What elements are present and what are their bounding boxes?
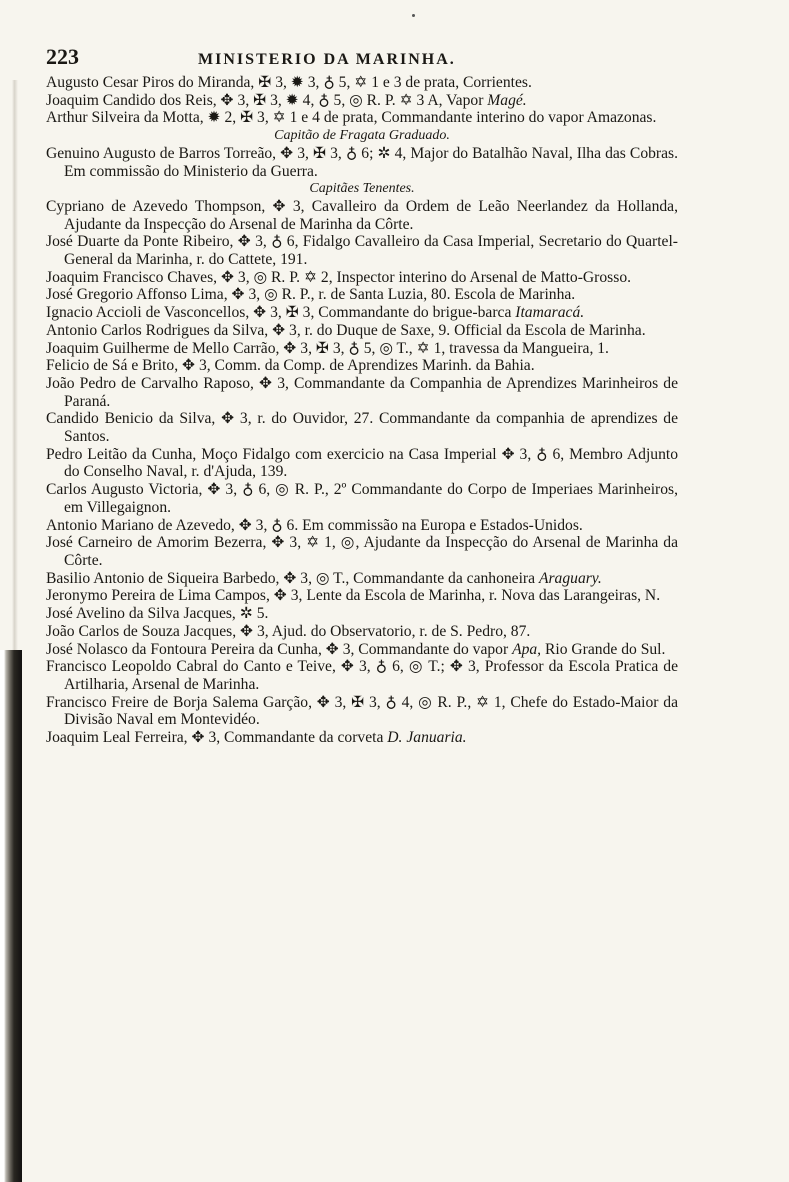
officer-entry: [46, 233, 678, 268]
officer-entry: [46, 269, 678, 287]
officer-entry: [46, 534, 678, 569]
entry-text: Antonio Mariano de Azevedo, ✥ 3, ♁ 6. Em commissão na Europa e Estados-Unidos.: [46, 516, 583, 534]
entry-text: Francisco Leopoldo Cabral do Canto e Teive, ✥ 3, ♁ 6, ◎ T.; ✥ 3, Professor da Escola Pratica de Artilharia, Arsenal de Marinha.: [46, 658, 678, 693]
officer-entry: [46, 623, 678, 641]
entry-tail-text: Rio Grande do Sul.: [541, 640, 666, 658]
page-gutter-shadow: [12, 80, 18, 650]
entry-text: João Pedro de Carvalho Raposo, ✥ 3, Commandante da Companhia de Aprendizes Marinheiros de Paraná.: [46, 374, 678, 410]
entry-text: Genuino Augusto de Barros Torreão, ✥ 3, ✠ 3, ♁ 6; ✲ 4, Major do Batalhão Naval, Ilha das Cobras. Em commissão do Ministerio da Guerra.: [46, 144, 678, 180]
entry-text: José Carneiro de Amorim Bezerra, ✥ 3, ✡ 1, ◎, Ajudante da Inspecção do Arsenal de Marinha da Côrte.: [46, 534, 678, 569]
officer-entry: [46, 145, 678, 180]
officer-entry: [46, 304, 678, 322]
officer-entry: [46, 641, 678, 659]
entry-text: Pedro Leitão da Cunha, Moço Fidalgo com exercicio na Casa Imperial ✥ 3, ♁ 6, Membro Adjunto do Conselho Naval, r. d'Ajuda, 139.: [46, 445, 678, 481]
officer-entry: [46, 340, 678, 358]
officer-entry: [46, 322, 678, 340]
vessel-name: Apa,: [512, 640, 542, 658]
entry-text: Felicio de Sá e Brito, ✥ 3, Comm. da Comp. de Aprendizes Marinh. da Bahia.: [46, 357, 535, 375]
book-spine-edge: [0, 650, 22, 1182]
entry-text: Antonio Carlos Rodrigues da Silva, ✥ 3, r. do Duque de Saxe, 9. Official da Escola de Marinha.: [46, 321, 646, 339]
entry-text: José Duarte da Ponte Ribeiro, ✥ 3, ♁ 6, Fidalgo Cavalleiro da Casa Imperial, Secretario do Quartel-General da Marinha, r. do Cattete, 191.: [46, 233, 678, 269]
officer-entry: [46, 605, 678, 623]
officer-entry: [46, 570, 678, 588]
page-number: 223: [46, 44, 79, 69]
entry-text: José Avelino da Silva Jacques, ✲ 5.: [46, 605, 269, 623]
officer-entry: [46, 92, 678, 110]
entry-text: Capitão de Fragata Graduado.: [274, 128, 450, 144]
entry-text: Jeronymo Pereira de Lima Campos, ✥ 3, Lente da Escola de Marinha, r. Nova das Larangeiras, N.: [46, 587, 661, 605]
officer-entry: [46, 109, 678, 127]
section-heading: [46, 180, 678, 198]
entry-text: Joaquim Leal Ferreira, ✥ 3, Commandante da corveta: [46, 729, 384, 747]
officer-entry: [46, 729, 678, 747]
entry-text: Augusto Cesar Piros do Miranda, ✠ 3, ✹ 3, ♁ 5, ✡ 1 e 3 de prata, Corrientes.: [46, 74, 532, 91]
vessel-name: Araguary.: [538, 569, 602, 587]
officer-entry: [46, 587, 678, 605]
entry-text: Candido Benicio da Silva, ✥ 3, r. do Ouvidor, 27. Commandante da companhia de aprendizes de Santos.: [46, 410, 678, 446]
officer-entry: [46, 198, 678, 233]
entry-text: Cypriano de Azevedo Thompson, ✥ 3, Cavalleiro da Ordem de Leão Neerlandez da Hollanda, Ajudante da Inspecção do Arsenal de Marinha da Côrte.: [46, 197, 678, 233]
running-title: MINISTERIO DA MARINHA.: [198, 51, 456, 68]
entry-text: Joaquim Candido dos Reis, ✥ 3, ✠ 3, ✹ 4, ♁ 5, ◎ R. P. ✡ 3 A, Vapor: [46, 91, 484, 109]
section-heading: [46, 127, 678, 145]
officer-entry: [46, 481, 678, 516]
entry-text: Carlos Augusto Victoria, ✥ 3, ♁ 6, ◎ R. P., 2º Commandante do Corpo de Imperiaes Marinheiros, em Villegaignon.: [46, 481, 678, 516]
officer-entry: [46, 658, 678, 693]
ink-speck: [412, 14, 415, 17]
vessel-name: D. Januaria.: [387, 729, 467, 747]
entry-text: Arthur Silveira da Motta, ✹ 2, ✠ 3, ✡ 1 e 4 de prata, Commandante interino do vapor Amazonas.: [46, 109, 657, 127]
entry-text: Ignacio Accioli de Vasconcellos, ✥ 3, ✠ 3, Commandante do brigue-barca: [46, 304, 512, 322]
officer-entry: [46, 446, 678, 481]
entry-text: Capitães Tenentes.: [309, 181, 415, 197]
entry-text: Francisco Freire de Borja Salema Garção, ✥ 3, ✠ 3, ♁ 4, ◎ R. P., ✡ 1, Chefe do Estado-Maior da Divisão Naval em Montevidéo.: [46, 693, 678, 729]
vessel-name: Itamaracá.: [515, 304, 585, 322]
officer-entry: [46, 375, 678, 410]
officer-entry: [46, 357, 678, 375]
entry-text: Joaquim Francisco Chaves, ✥ 3, ◎ R. P. ✡ 2, Inspector interino do Arsenal de Matto-Grosso.: [46, 268, 632, 286]
officer-entry: [46, 694, 678, 729]
page-header: [46, 44, 678, 74]
vessel-name: Magé.: [487, 91, 527, 109]
entry-text: João Carlos de Souza Jacques, ✥ 3, Ajud. do Observatorio, r. de S. Pedro, 87.: [46, 622, 531, 640]
officer-entry: [46, 286, 678, 304]
entry-text: Joaquim Guilherme de Mello Carrão, ✥ 3, ✠ 3, ♁ 5, ◎ T., ✡ 1, travessa da Mangueira, 1.: [46, 339, 609, 357]
document-page: [46, 44, 678, 747]
entry-list: [46, 74, 678, 747]
officer-entry: [46, 410, 678, 445]
officer-entry: [46, 74, 678, 92]
entry-text: Basilio Antonio de Siqueira Barbedo, ✥ 3, ◎ T., Commandante da canhoneira: [46, 569, 536, 587]
entry-text: José Nolasco da Fontoura Pereira da Cunha, ✥ 3, Commandante do vapor: [46, 640, 509, 658]
entry-text: José Gregorio Affonso Lima, ✥ 3, ◎ R. P., r. de Santa Luzia, 80. Escola de Marinha.: [46, 286, 576, 304]
officer-entry: [46, 517, 678, 535]
